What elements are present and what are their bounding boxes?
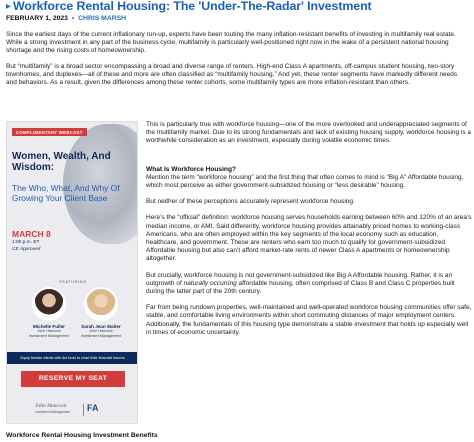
not-subsidized-text-a: But crucially, workforce housing is not government-subsidized like Big A Affordable housing. Rather, it is an outgrowth of [146,271,453,287]
ad-badge: COMPLIMENTARY WEBCAST [12,128,87,136]
subheading-what-is [146,166,472,174]
fa-logo: FA [87,403,99,413]
perceptions-paragraph: But neither of these perceptions accurately represent workforce housing. [146,198,355,206]
john-hancock-logo [35,404,70,415]
ad-headline: Women, Wealth, And Wisdom: [12,151,111,173]
definition-paragraph: Here’s the “official” definition: workforce housing serves households earning between 60% and 120% of an area’s median income, or AMI. Said differently, workforce housing provides attainably priced homes to working-class Americans, who are often employed within the key segments of the local economy such as education, healthcare, and government. These are renters who earn too much to qualify for government-subsidized Affordable housing but also can’t afford market-rate rents of newer Class A apartments or homeownership altogether. [146,214,472,263]
ad-time-block [12,240,40,253]
intro-paragraph: Since the earliest days of the current inflationary run-up, experts have been touting the many inflation-resistant benefits of investing in multifamily real estate. While a strong investment in any part of the business cycle, multifamily is particularly well-positioned right now in the wake of a persistent national housing shortage and the rising costs of homeownership. [6,31,456,55]
not-subsidized-paragraph [146,272,472,297]
article-title: Workforce Rental Housing: The 'Under-The-Radar' Investment [13,0,372,13]
logo-divider [83,404,84,416]
naturally-occurring-emphasis: naturally occurring [183,279,237,287]
rundown-paragraph: Far from being rundown properties, well-maintained and well-operated workforce housing communities offer safe, stable, and comfortable living environments within short commuting distances of major employment centers. Additionally, the fundamentals of this housing type demonstrate a stable investment that holds up especially well in times of economic uncertainty. [146,304,472,336]
reserve-seat-button[interactable]: RESERVE MY SEAT [21,371,125,387]
avatar [32,287,66,321]
speaker-card [27,287,71,338]
author-link[interactable]: CHRIS MARSH [78,15,127,22]
benefits-heading: Workforce Rental Housing Investment Benefits [6,432,158,439]
chevron-right-icon: ▸ [6,1,12,12]
webcast-ad[interactable] [6,121,138,424]
avatar [84,287,118,321]
byline-separator: • [71,15,75,22]
speaker-name: Michelle Fuller [33,324,65,329]
mention-paragraph: Mention the term “workforce housing” and the first thing that often comes to mind is “Big A” Affordable housing, which most perceive as either government-subsidized housing or “less desirable” housing. [146,173,464,190]
speaker-org-division: Investment Management [28,333,70,338]
speaker-org: John Hancock [89,329,113,333]
ad-ce-approved: CE Approved [12,246,41,252]
speaker-org-division: Investment Management [80,333,122,338]
right-column [146,121,472,337]
workforce-intro-paragraph: This is particularly true with workforce housing—one of the more overlooked and underappreciated segments of the multifamily market. Due to its strong fundamentals and lack of existing housing supply, workforce housing is a worthwhile consideration as an investment, especially during volatile economic times. [146,121,472,145]
headline-row [6,0,468,13]
speaker-name: Sarah Jean Walter [81,324,121,329]
ad-date: MARCH 8 [12,229,51,239]
byline [6,14,468,23]
not-subsidized-text-b: affordable housing, often comprised of Class B and Class C properties built during the latter part of the 20th century. [146,279,455,296]
logo-left-name: John Hancock [35,403,67,409]
ad-time: 1:00 p.m. ET [12,240,40,245]
section-subheading: What Is Workforce Housing? [146,165,236,173]
ad-tagline-band: Equip female clients with the tools to chart their financial futures. [7,352,138,364]
article-date: FEBRUARY 1, 2023 [6,15,68,22]
speaker-card [79,287,123,338]
ad-featuring-label: FEATURING [59,280,87,284]
speaker-org: John Hancock [37,329,61,333]
multifamily-paragraph: But “multifamily” is a broad sector encompassing a broad and diverse range of renters. High-end Class A apartments, off-campus student housing, two-story townhomes, and duplexes—all of these and more are often classified as “multifamily housing.” And yet, these renter segments have markedly different needs and behaviors. As a result, given the differences among these renter cohorts, some multifamily types are more inflation-resistant than others. [6,62,458,87]
logo-left-division: Investment Management [35,409,71,414]
ad-subheadline: The Who, What, And Why Of Growing Your Client Base [12,183,120,203]
